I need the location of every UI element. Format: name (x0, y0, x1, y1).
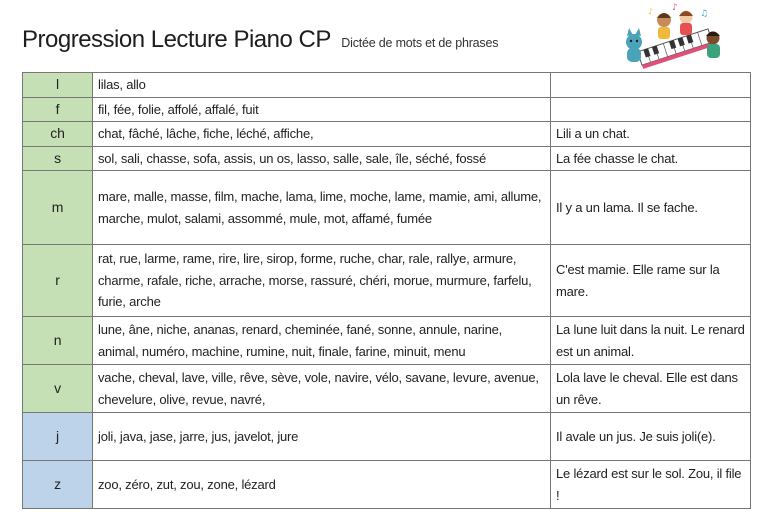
svg-text:♪: ♪ (672, 3, 678, 13)
words-cell: lune, âne, niche, ananas, renard, cheminée, fané, sonne, annule, narine, animal, numéro, machine, rumine, nuit, finale, farine, minuit, menu (93, 317, 551, 365)
words-cell: zoo, zéro, zut, zou, zone, lézard (93, 461, 551, 509)
sentences-cell: Lili a un chat. (551, 122, 751, 147)
sentences-cell (551, 73, 751, 98)
words-cell: mare, malle, masse, film, mache, lama, lime, moche, lame, mamie, ami, allume, marche, mulot, salami, assommé, mule, mot, affamé, fumée (93, 171, 551, 245)
table-row (23, 365, 751, 413)
sentences-cell: Le lézard est sur le sol. Zou, il file ! (551, 461, 751, 509)
words-cell: rat, rue, larme, rame, rire, lire, sirop, forme, ruche, char, rale, rallye, armure, charme, rafale, riche, arrache, morse, rassuré, chéri, morue, murmure, farfelu, furie, arche (93, 245, 551, 317)
words-cell: joli, java, jase, jarre, jus, javelot, jure (93, 413, 551, 461)
page-title: Progression Lecture Piano CP (22, 26, 331, 53)
svg-text:♪: ♪ (648, 7, 654, 16)
sentences-cell (551, 97, 751, 122)
words-cell: lilas, allo (93, 73, 551, 98)
progression-table-body (23, 73, 751, 509)
sound-cell: ch (23, 122, 93, 147)
sentences-cell: C'est mamie. Elle rame sur la mare. (551, 245, 751, 317)
table-row (23, 461, 751, 509)
table-row (23, 171, 751, 245)
sound-cell: j (23, 413, 93, 461)
words-cell: sol, sali, chasse, sofa, assis, un os, lasso, salle, sale, île, séché, fossé (93, 146, 551, 171)
sound-cell: r (23, 245, 93, 317)
svg-text:♫: ♫ (700, 9, 709, 19)
sound-cell: s (23, 146, 93, 171)
words-cell: fil, fée, folie, affolé, affalé, fuit (93, 97, 551, 122)
progression-table (22, 72, 751, 509)
table-row (23, 413, 751, 461)
words-cell: vache, cheval, lave, ville, rêve, sève, vole, navire, vélo, savane, levure, avenue, chevelure, olive, revue, navré, (93, 365, 551, 413)
table-row (23, 97, 751, 122)
sound-cell: n (23, 317, 93, 365)
words-cell: chat, fâché, lâche, fiche, léché, affiche, (93, 122, 551, 147)
sentences-cell: Lola lave le cheval. Elle est dans un rêve. (551, 365, 751, 413)
table-row (23, 317, 751, 365)
sentences-cell: La fée chasse le chat. (551, 146, 751, 171)
sound-cell: v (23, 365, 93, 413)
header (22, 26, 498, 66)
table-row (23, 146, 751, 171)
page-subtitle: Dictée de mots et de phrases (341, 36, 499, 50)
sentences-cell: Il y a un lama. Il se fache. (551, 171, 751, 245)
children-piano-illustration (620, 2, 726, 72)
table-row (23, 245, 751, 317)
sound-cell: z (23, 461, 93, 509)
sentences-cell: Il avale un jus. Je suis joli(e). (551, 413, 751, 461)
sound-cell: m (23, 171, 93, 245)
table-row (23, 122, 751, 147)
table-row (23, 73, 751, 98)
sentences-cell: La lune luit dans la nuit. Le renard est un animal. (551, 317, 751, 365)
sound-cell: f (23, 97, 93, 122)
sound-cell: l (23, 73, 93, 98)
